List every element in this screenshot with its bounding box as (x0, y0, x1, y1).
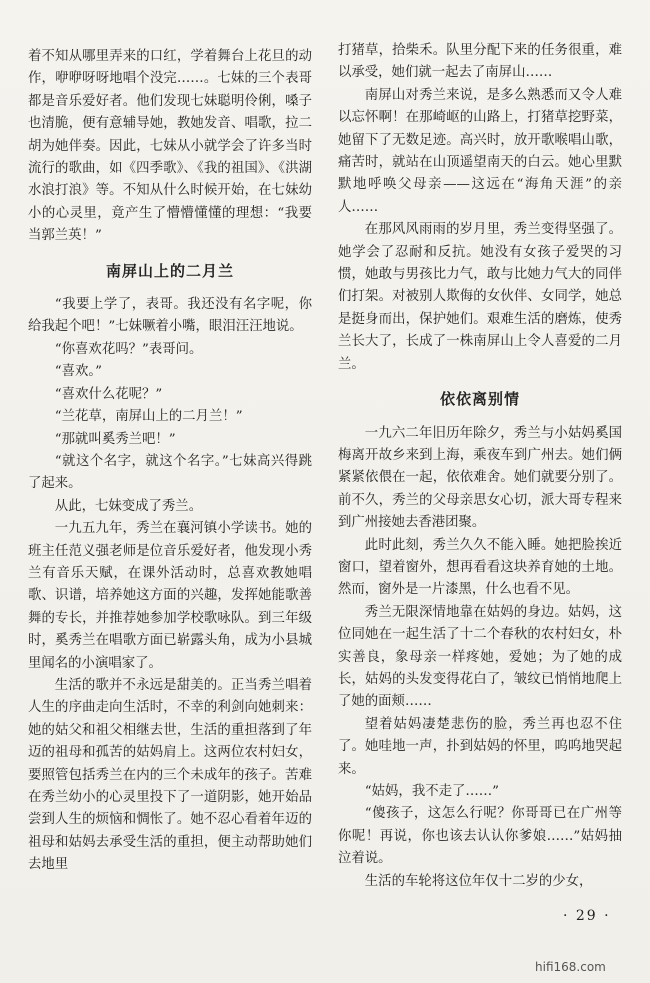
paragraph: “傻孩子，这怎么行呢？你哥哥已在广州等你呢！再说，你也该去认认你爹娘……”姑妈抽泣着说。 (338, 806, 622, 867)
paragraph: 一九五九年，秀兰在襄河镇小学读书。她的班主任范义强老师是位音乐爱好者，他发现小秀兰有音乐天赋，在课外活动时，总喜欢教她唱歌、识谱，培养她这方面的兴趣，发挥她能歌善舞的专长，并推荐她参加学校歌咏队。到三年级时，奚秀兰在唱歌方面已崭露头角，成为小县城里闻名的小演唱家了。 (28, 521, 312, 671)
paragraph: “我要上学了，表哥。我还没有名字呢，你给我起个吧！”七妹噘着小嘴，眼泪汪汪地说。 (28, 297, 312, 335)
paragraph: 此时此刻，秀兰久久不能入睡。她把脸挨近窗口，望着窗外，想再看看这块养育她的土地。然而，窗外是一片漆黑，什么也看不见。 (338, 537, 622, 598)
paragraph: 着不知从哪里弄来的口红，学着舞台上花旦的动作，咿咿呀呀地唱个没完……。七妹的三个表哥都是音乐爱好者。他们发现七妹聪明伶俐，嗓子也清脆，便有意辅导她，教她发音、唱歌，拉二胡为她伴奏。因此，七妹从小就学会了许多当时流行的歌曲，如《四季歌》、《我的祖国》、《洪湖水浪打浪》等。不知从什么时候开始，在七妹幼小的心灵里，竟产生了懵懵懂懂的理想：“我要当郭兰英！” (28, 49, 312, 244)
section-heading: 南屏山上的二月兰 (105, 261, 234, 280)
paragraph: 秀兰无限深情地靠在姑妈的身边。姑妈，这位同她在一起生活了十二个春秋的农村妇女，朴实善良，象母亲一样疼她，爱她；为了她的成长，姑妈的头发变得花白了，皱纹已悄悄地爬上了她的面颊…… (338, 604, 622, 710)
left-column (28, 46, 312, 877)
paragraph: 打猪草，拾柴禾。队里分配下来的任务很重，难以承受，她们就一起去了南屏山…… (338, 43, 622, 81)
watermark: hifi168.com (535, 960, 606, 974)
paragraph: 生活的歌并不永远是甜美的。正当秀兰唱着人生的序曲走向生活时，不幸的利剑向她刺来：她的姑父和祖父相继去世，生活的重担落到了年迈的祖母和孤苦的姑妈肩上。这两位农村妇女，要照管包括秀兰在内的三个未成年的孩子。苦难在秀兰幼小的心灵里投下了一道阴影，她开始品尝到人生的烦恼和惆怅了。她不忍心看着年迈的祖母和姑妈去承受生活的重担，便主动帮助她们去地里 (28, 677, 312, 873)
section-heading: 依依离别情 (439, 390, 520, 409)
paragraph: 望着姑妈凄楚悲伤的脸，秀兰再也忍不住了。她哇地一声，扑到姑妈的怀里，呜呜地哭起来。 (338, 716, 622, 777)
paragraph: “你喜欢花吗？”表哥问。 (54, 341, 203, 357)
paragraph: “兰花草，南屏山上的二月兰！” (54, 409, 243, 425)
paragraph: 从此，七妹变成了秀兰。 (54, 498, 203, 514)
paragraph: “喜欢。” (54, 364, 102, 380)
paragraph: “姑妈，我不走了……” (364, 784, 500, 799)
page-number: · 29 · (563, 908, 611, 924)
paragraph: 一九六二年旧历年除夕，秀兰与小姑妈奚国梅离开故乡来到上海，乘夜车到广州去。她们俩紧紧依偎在一起，依依难舍。她们就要分别了。前不久，秀兰的父母亲思女心切，派大哥专程来到广州接她去香港团聚。 (338, 425, 622, 531)
paragraph: “那就叫奚秀兰吧！” (54, 431, 176, 447)
paragraph: 在那风风雨雨的岁月里，秀兰变得坚强了。她学会了忍耐和反抗。她没有女孩子爱哭的习惯，她敢与男孩比力气，敢与比她力气大的同伴们打架。对被别人欺侮的女伙伴、女同学，她总是挺身而出，保护她们。艰难生活的磨炼，使秀兰长大了，长成了一株南屏山上令人喜爱的二月兰。 (338, 222, 622, 372)
right-column (338, 40, 622, 893)
paragraph: “就这个名字，就这个名字。”七妹高兴得跳了起来。 (28, 453, 312, 492)
paragraph: “喜欢什么花呢？” (54, 386, 163, 402)
paragraph: 生活的车轮将这位年仅十二岁的少女， (364, 873, 593, 889)
paragraph: 南屏山对秀兰来说，是多么熟悉而又令人难以忘怀啊！在那崎岖的山路上，打猪草挖野菜，她留下了无数足迹。高兴时，放开歌喉唱山歌，痛苦时，就站在山顶遥望南天的白云。她心里默默地呼唤父母亲——这远在“海角天涯”的亲人…… (338, 87, 622, 215)
